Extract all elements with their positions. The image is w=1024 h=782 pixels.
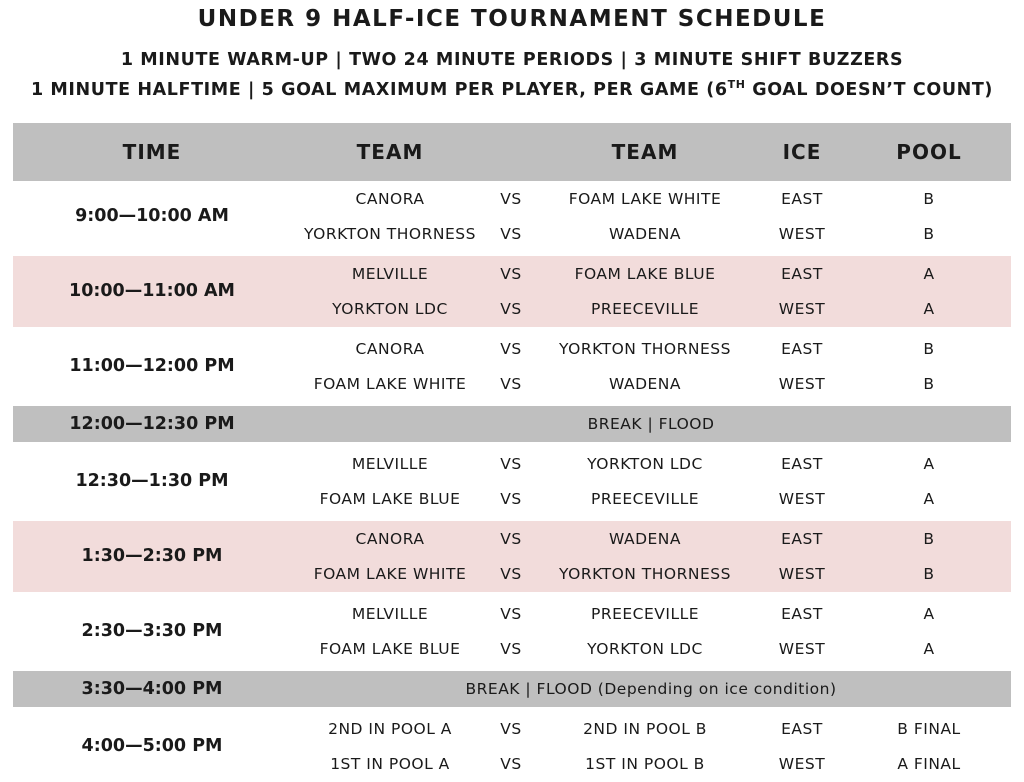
game-team1: MELVILLE [351,265,429,283]
slot-time: 4:00—5:00 PM [81,736,223,756]
game-ice: WEST [778,375,826,393]
game-pool: B [923,565,935,583]
game-ice: EAST [781,455,823,473]
header-ice: ICE [782,140,822,164]
game-pool: B [923,225,935,243]
ordinal-suffix: TH [727,78,746,91]
game-row [13,597,1011,632]
game-team2: PREECEVILLE [590,605,700,623]
game-row [13,217,1011,252]
game-ice: EAST [781,190,823,208]
game-team1: MELVILLE [351,455,429,473]
break-time: 3:30—4:00 PM [81,679,223,699]
game-vs: VS [500,640,522,658]
slot-time: 9:00—10:00 AM [75,206,229,226]
game-vs: VS [500,605,522,623]
game-vs: VS [500,755,522,773]
game-team1: FOAM LAKE BLUE [319,490,461,508]
header-team-1: TEAM [356,140,424,164]
page-title: UNDER 9 HALF-ICE TOURNAMENT SCHEDULE [197,6,827,32]
header-team-2: TEAM [611,140,679,164]
time-slot [13,711,1011,782]
game-team1: CANORA [355,340,425,358]
game-vs: VS [500,300,522,318]
game-ice: WEST [778,300,826,318]
slot-time: 12:30—1:30 PM [75,471,229,491]
game-team1: 2ND IN POOL A [328,720,452,738]
game-team1: FOAM LAKE WHITE [313,565,467,583]
game-row [13,292,1011,327]
rules-line-2 [0,80,1024,100]
rules-line-2-text: 1 MINUTE HALFTIME | 5 GOAL MAXIMUM PER PLAYER, PER GAME (6 [30,80,728,100]
game-row [13,747,1011,782]
time-slot [13,181,1011,252]
game-pool: A [923,490,935,508]
game-pool: A [923,265,935,283]
game-vs: VS [500,530,522,548]
slot-time: 11:00—12:00 PM [69,356,235,376]
game-team2: 2ND IN POOL B [583,720,707,738]
game-pool: A FINAL [897,755,961,773]
game-row [13,482,1011,517]
game-vs: VS [500,225,522,243]
game-row [13,367,1011,402]
table-header [13,123,1011,181]
game-ice: EAST [781,265,823,283]
time-slot [13,521,1011,592]
game-team2: FOAM LAKE WHITE [568,190,722,208]
game-pool: A [923,605,935,623]
break-row [13,406,1011,442]
game-team2: FOAM LAKE BLUE [574,265,716,283]
game-ice: WEST [778,490,826,508]
break-message: BREAK | FLOOD (Depending on ice condition) [465,680,837,698]
break-time: 12:00—12:30 PM [69,414,235,434]
game-team1: CANORA [355,530,425,548]
break-message: BREAK | FLOOD [587,415,715,433]
slot-time: 1:30—2:30 PM [81,546,223,566]
game-team2: WADENA [608,530,681,548]
time-slot [13,596,1011,667]
game-pool: A [923,455,935,473]
rules-line-1: 1 MINUTE WARM-UP | TWO 24 MINUTE PERIODS | 3 MINUTE SHIFT BUZZERS [120,50,904,70]
time-slot [13,331,1011,402]
game-row [13,332,1011,367]
game-pool: B [923,340,935,358]
header-pool: POOL [896,140,962,164]
game-vs: VS [500,565,522,583]
game-pool: B [923,375,935,393]
game-team2: 1ST IN POOL B [585,755,705,773]
game-vs: VS [500,265,522,283]
game-team2: WADENA [608,225,681,243]
game-team1: 1ST IN POOL A [330,755,450,773]
game-ice: EAST [781,340,823,358]
game-row [13,182,1011,217]
game-vs: VS [500,375,522,393]
game-team1: FOAM LAKE WHITE [313,375,467,393]
game-team2: YORKTON LDC [587,640,703,658]
schedule-rows [13,181,1011,782]
game-vs: VS [500,190,522,208]
game-team2: YORKTON THORNESS [559,340,731,358]
game-team2: YORKTON THORNESS [559,565,731,583]
game-ice: WEST [778,755,826,773]
game-vs: VS [500,490,522,508]
game-pool: A [923,640,935,658]
game-pool: B [923,190,935,208]
game-team2: PREECEVILLE [590,490,700,508]
game-ice: WEST [778,565,826,583]
game-row [13,712,1011,747]
game-pool: A [923,300,935,318]
game-ice: WEST [778,640,826,658]
rules-line-2-end: GOAL DOESN’T COUNT) [745,80,994,100]
time-slot [13,446,1011,517]
game-ice: EAST [781,530,823,548]
game-team2: WADENA [608,375,681,393]
game-team2: YORKTON LDC [587,455,703,473]
game-team1: YORKTON THORNESS [304,225,476,243]
game-vs: VS [500,720,522,738]
header-time: TIME [122,140,182,164]
game-row [13,632,1011,667]
slot-time: 2:30—3:30 PM [81,621,223,641]
game-team1: FOAM LAKE BLUE [319,640,461,658]
game-row [13,522,1011,557]
game-ice: WEST [778,225,826,243]
game-row [13,557,1011,592]
game-row [13,257,1011,292]
game-team1: CANORA [355,190,425,208]
game-team1: MELVILLE [351,605,429,623]
game-team2: PREECEVILLE [590,300,700,318]
game-ice: EAST [781,720,823,738]
slot-time: 10:00—11:00 AM [69,281,235,301]
game-vs: VS [500,340,522,358]
game-team1: YORKTON LDC [332,300,448,318]
schedule-table [13,123,1011,782]
game-pool: B [923,530,935,548]
game-pool: B FINAL [897,720,961,738]
game-row [13,447,1011,482]
time-slot [13,256,1011,327]
game-ice: EAST [781,605,823,623]
game-vs: VS [500,455,522,473]
break-row [13,671,1011,707]
